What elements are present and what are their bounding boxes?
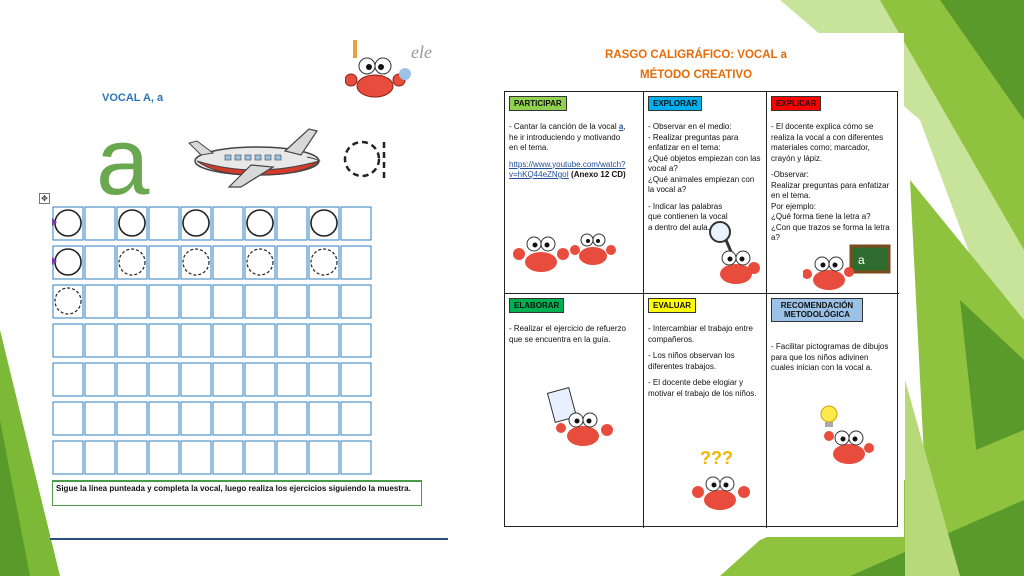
grid-cell xyxy=(149,207,179,240)
worksheet-title: VOCAL A, a xyxy=(102,92,164,104)
grid-cell xyxy=(277,441,307,474)
grid-cell xyxy=(277,246,307,279)
grid-cell xyxy=(181,363,211,396)
dashed-circle-trace xyxy=(55,288,81,314)
crab-icon xyxy=(511,222,621,282)
table-move-handle[interactable]: ✥ xyxy=(39,193,50,204)
label-explicar: EXPLICAR xyxy=(771,96,821,111)
grid-cell xyxy=(309,285,339,318)
grid-cell xyxy=(117,207,147,240)
grid-cell xyxy=(309,363,339,396)
text-explorar: - Observar en el medio: - Realizar preguntas para enfatizar en el tema: ¿Qué objetos empiezan con las vocal a? ¿Qué animales empiezan con la vocal a? - Indicar las palabras que contienen la vocal a dentro del aula. xyxy=(648,122,761,232)
grid-cell xyxy=(181,402,211,435)
solid-circle-sample xyxy=(55,249,81,275)
grid-cell xyxy=(117,363,147,396)
chalkboard-letter: a xyxy=(858,253,865,267)
grid-cell xyxy=(341,402,371,435)
grid-cell xyxy=(245,441,275,474)
youtube-link[interactable]: https://www.youtube.com/watch?v=hKQ44eZNgoI xyxy=(509,159,626,179)
dashed-circle-trace xyxy=(247,249,273,275)
crab-question-icon xyxy=(686,446,756,516)
label-participar: PARTICIPAR xyxy=(509,96,567,111)
cell-recomendacion xyxy=(767,294,899,528)
label-recomendacion: RECOMENDACIÓN METODOLÓGICA xyxy=(771,298,863,322)
grid-cell xyxy=(181,324,211,357)
grid-cell xyxy=(117,285,147,318)
solid-circle-sample xyxy=(247,210,273,236)
grid-cell xyxy=(149,285,179,318)
text-explicar: - El docente explica cómo se realiza la vocal a con diferentes materiales como; marcador, crayón y lápiz. -Observar: Realizar preguntas para enfatizar en el tema. Por ejemplo: ¿Qué forma tiene la letra a? ¿Con que trazos se forma la letra a? xyxy=(771,122,890,242)
grid-cell xyxy=(341,324,371,357)
airplane-icon xyxy=(185,127,323,189)
grid-cell xyxy=(181,207,211,240)
cell-explicar xyxy=(767,92,899,294)
grid-cell xyxy=(53,324,83,357)
label-explorar: EXPLORAR xyxy=(648,96,702,111)
grid-cell xyxy=(85,324,115,357)
crab-notebook-icon xyxy=(545,386,617,452)
grid-cell xyxy=(149,246,179,279)
document-subtitle: MÉTODO CREATIVO xyxy=(639,69,753,81)
label-elaborar: ELABORAR xyxy=(509,298,564,313)
grid-cell xyxy=(53,285,83,318)
grid-cell xyxy=(53,363,83,396)
solid-circle-sample xyxy=(311,210,337,236)
grid-cell xyxy=(117,441,147,474)
grid-cell xyxy=(341,363,371,396)
grid-cell xyxy=(53,441,83,474)
grid-cell xyxy=(213,363,243,396)
dashed-circle-trace xyxy=(119,249,145,275)
grid-cell xyxy=(277,402,307,435)
grid-cell xyxy=(341,441,371,474)
solid-circle-sample xyxy=(119,210,145,236)
grid-cell xyxy=(53,402,83,435)
grid-cell xyxy=(277,363,307,396)
crab-mascot-logo xyxy=(345,38,445,115)
grid-cell xyxy=(245,285,275,318)
grid-cell xyxy=(341,246,371,279)
grid-cell xyxy=(85,246,115,279)
grid-cell xyxy=(85,363,115,396)
grid-cell xyxy=(149,324,179,357)
grid-cell xyxy=(277,324,307,357)
grid-cell xyxy=(341,285,371,318)
document-title: RASGO CALIGRÁFICO: VOCAL a xyxy=(605,49,787,61)
grid-cell xyxy=(213,246,243,279)
grid-cell xyxy=(309,246,339,279)
grid-cell xyxy=(277,207,307,240)
cell-explorar xyxy=(644,92,767,294)
dashed-circle-trace xyxy=(183,249,209,275)
cell-participar xyxy=(505,92,644,294)
grid-cell xyxy=(341,207,371,240)
grid-cell xyxy=(53,207,83,240)
dashed-circle-trace xyxy=(311,249,337,275)
grid-cell xyxy=(213,285,243,318)
grid-cell xyxy=(245,363,275,396)
text-recomendacion: - Facilitar pictogramas de dibujos para que los niños adivinen cuales inician con la vocal a. xyxy=(771,342,889,372)
crab-lightbulb-icon xyxy=(815,400,877,470)
text-evaluar: - Intercambiar el trabajo entre compañeros. - Los niños observan los diferentes trabajos. - El docente debe elogiar y motivar el trabajo de los niños. xyxy=(648,324,757,398)
cell-evaluar xyxy=(644,294,767,528)
grid-cell xyxy=(245,402,275,435)
worksheet-right xyxy=(488,33,904,537)
grid-cell xyxy=(149,402,179,435)
crab-magnifier-icon xyxy=(706,218,762,290)
text-participar: - Cantar la canción de la vocal a, he ir introduciendo y motivando en el tema. https://www.youtube.com/watch?v=hKQ44eZNgoI (Anexo 12 CD) xyxy=(509,122,626,179)
grid-cell xyxy=(181,246,211,279)
grid-cell xyxy=(117,246,147,279)
grid-cell xyxy=(245,246,275,279)
grid-cell xyxy=(277,285,307,318)
grid-cell xyxy=(117,402,147,435)
grid-cell xyxy=(181,285,211,318)
crab-chalkboard-icon xyxy=(803,242,895,292)
grid-cell xyxy=(85,207,115,240)
grid-cell xyxy=(213,441,243,474)
solid-circle-sample xyxy=(55,210,81,236)
big-letter-a: a xyxy=(96,108,150,215)
method-table xyxy=(504,91,898,527)
grid-cell xyxy=(117,324,147,357)
grid-cell xyxy=(213,402,243,435)
text-elaborar: - Realizar el ejercicio de refuerzo que se encuentra en la guía. xyxy=(509,324,626,344)
question-marks: ??? xyxy=(700,448,733,468)
grid-cell xyxy=(85,402,115,435)
grid-cell xyxy=(309,324,339,357)
cell-elaborar xyxy=(505,294,644,528)
label-evaluar: EVALUAR xyxy=(648,298,696,313)
crab-logo-text: ele xyxy=(411,42,432,62)
grid-cell xyxy=(149,441,179,474)
grid-cell xyxy=(85,285,115,318)
grid-cell xyxy=(149,363,179,396)
grid-cell xyxy=(245,207,275,240)
solid-circle-sample xyxy=(183,210,209,236)
grid-cell xyxy=(213,324,243,357)
grid-cell xyxy=(85,441,115,474)
grid-cell xyxy=(245,324,275,357)
grid-cell xyxy=(309,402,339,435)
grid-cell xyxy=(309,207,339,240)
grid-cell xyxy=(181,441,211,474)
grid-cell xyxy=(213,207,243,240)
handwriting-grid xyxy=(52,206,424,478)
worksheet-instruction: Sigue la línea punteada y completa la vocal, luego realiza los ejercicios siguiendo la muestra. xyxy=(52,480,422,506)
grid-cell xyxy=(53,246,83,279)
dashed-letter-a xyxy=(342,136,392,182)
grid-cell xyxy=(309,441,339,474)
